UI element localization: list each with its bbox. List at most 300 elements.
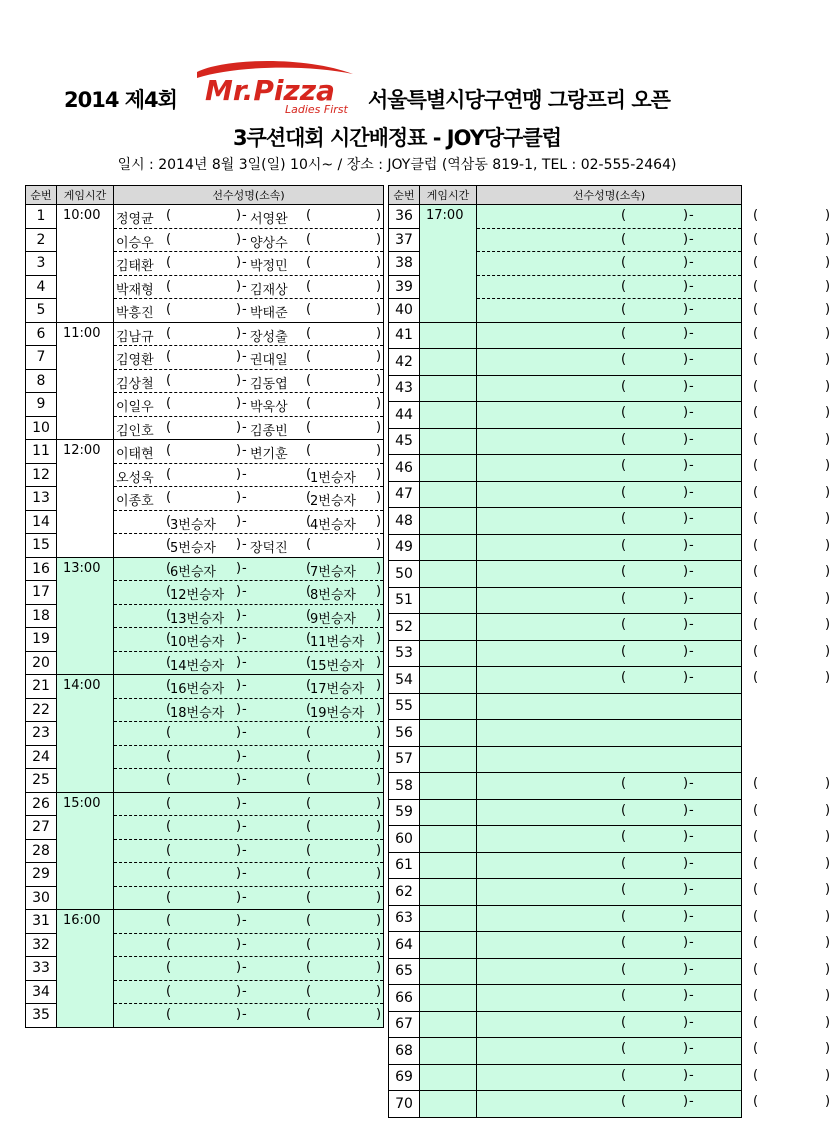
match-dash: - xyxy=(242,560,247,576)
table-row xyxy=(389,746,742,773)
match-paren-close-a: ) xyxy=(683,855,689,871)
game-time xyxy=(420,322,477,349)
match-paren-close-a: ) xyxy=(683,882,689,897)
game-time xyxy=(420,1064,477,1091)
match-paren-open-a: ( xyxy=(621,855,627,871)
table-row xyxy=(389,587,742,614)
match-dash: - xyxy=(689,988,694,1003)
match-paren-open-a: ( xyxy=(166,842,172,858)
match-paren-open-b: ( xyxy=(753,776,759,791)
match-paren-open-a: ( xyxy=(621,405,627,420)
match-paren-close-a: ) xyxy=(683,935,689,950)
game-time xyxy=(420,932,477,959)
match-paren-open-b: ( xyxy=(753,378,759,394)
row-number: 63 xyxy=(389,905,420,932)
game-time xyxy=(420,799,477,826)
row-number: 24 xyxy=(26,745,57,769)
row-number: 23 xyxy=(26,722,57,746)
match-cell xyxy=(114,675,384,699)
match-player-a: 김남규 xyxy=(116,329,154,345)
match-paren-close-a: ) xyxy=(236,913,242,928)
match-paren-open-a: ( xyxy=(166,560,172,576)
match-cell xyxy=(114,745,384,769)
match-dash: - xyxy=(689,935,694,950)
table-row xyxy=(389,958,742,985)
match-paren-open-a: ( xyxy=(621,829,627,844)
match-paren-close-b: ) xyxy=(825,378,830,394)
match-cell xyxy=(114,440,384,464)
match-dash: - xyxy=(689,1014,694,1030)
match-source-b: 1번승자 xyxy=(310,470,356,486)
match-paren-open-a: ( xyxy=(166,372,172,388)
match-paren-close-b: ) xyxy=(376,255,382,270)
match-cell xyxy=(114,346,384,370)
match-cell xyxy=(477,985,830,1012)
match-dash: - xyxy=(689,908,694,924)
match-player-a: 오성욱 xyxy=(116,470,154,486)
match-dash: - xyxy=(689,1067,694,1083)
match-paren-open-b: ( xyxy=(753,564,759,579)
match-cell xyxy=(114,487,384,511)
match-cell xyxy=(477,1064,830,1091)
match-cell xyxy=(477,534,830,561)
match-cell xyxy=(477,799,830,826)
match-paren-open-b: ( xyxy=(306,819,312,834)
match-paren-close-a: ) xyxy=(236,513,242,529)
title-line xyxy=(0,60,794,116)
row-number: 47 xyxy=(389,481,420,508)
match-cell xyxy=(477,614,830,641)
match-paren-close-a: ) xyxy=(683,511,689,526)
match-cell xyxy=(477,402,830,429)
match-dash: - xyxy=(689,302,694,317)
match-cell xyxy=(477,428,830,455)
match-paren-close-b: ) xyxy=(376,701,382,717)
table-row xyxy=(389,1038,742,1065)
match-paren-close-a: ) xyxy=(236,372,242,388)
match-paren-open-a: ( xyxy=(166,748,172,764)
match-cell xyxy=(477,275,830,299)
match-paren-open-a: ( xyxy=(621,882,627,897)
match-cell xyxy=(114,839,384,863)
match-paren-close-a: ) xyxy=(236,795,242,811)
table-row xyxy=(389,508,742,535)
row-number: 5 xyxy=(26,299,57,323)
match-cell xyxy=(477,667,830,694)
row-number: 40 xyxy=(389,299,420,323)
match-paren-close-a: ) xyxy=(236,701,242,717)
game-time xyxy=(420,1091,477,1118)
game-time xyxy=(420,534,477,561)
match-dash: - xyxy=(689,776,694,791)
match-paren-close-b: ) xyxy=(825,855,830,871)
match-paren-close-a: ) xyxy=(683,208,689,223)
match-cell xyxy=(477,1038,830,1065)
row-number: 1 xyxy=(26,205,57,229)
match-cell xyxy=(477,299,830,323)
match-dash: - xyxy=(689,255,694,270)
match-paren-close-b: ) xyxy=(376,983,382,999)
table-row xyxy=(389,428,742,455)
match-paren-close-a: ) xyxy=(683,278,689,294)
match-cell xyxy=(114,651,384,675)
game-time: 14:00 xyxy=(57,675,114,793)
match-paren-close-b: ) xyxy=(376,842,382,858)
match-paren-open-a: ( xyxy=(166,302,172,317)
match-cell xyxy=(477,375,830,402)
game-time: 15:00 xyxy=(57,792,114,910)
match-player-a: 이태현 xyxy=(116,447,154,462)
table-row xyxy=(389,985,742,1012)
match-cell xyxy=(114,722,384,746)
match-player-b: 장덕진 xyxy=(250,541,288,556)
match-cell xyxy=(477,508,830,535)
row-number: 7 xyxy=(26,346,57,370)
match-paren-close-a: ) xyxy=(683,617,689,632)
match-dash: - xyxy=(689,802,694,818)
match-player-b: 박정민 xyxy=(250,259,288,274)
row-number: 70 xyxy=(389,1091,420,1118)
match-paren-close-a: ) xyxy=(236,560,242,576)
table-row xyxy=(389,205,742,229)
match-paren-open-b: ( xyxy=(753,352,759,367)
match-paren-close-b: ) xyxy=(376,654,382,670)
match-paren-open-b: ( xyxy=(753,617,759,632)
table-row xyxy=(389,773,742,800)
match-dash: - xyxy=(242,513,247,529)
row-number: 8 xyxy=(26,369,57,393)
match-paren-open-a: ( xyxy=(166,466,172,482)
match-cell xyxy=(114,863,384,887)
match-paren-open-a: ( xyxy=(621,776,627,791)
match-cell xyxy=(114,463,384,487)
match-paren-close-b: ) xyxy=(825,643,830,659)
match-paren-open-b: ( xyxy=(753,1094,759,1109)
game-time xyxy=(420,852,477,879)
match-paren-close-a: ) xyxy=(683,643,689,659)
row-number: 27 xyxy=(26,816,57,840)
match-paren-close-a: ) xyxy=(236,889,242,905)
match-paren-open-b: ( xyxy=(753,1014,759,1030)
match-player-a: 김영환 xyxy=(116,353,154,368)
game-time xyxy=(420,1038,477,1065)
game-time xyxy=(420,879,477,906)
row-number: 20 xyxy=(26,651,57,675)
match-paren-open-a: ( xyxy=(621,208,627,223)
match-cell xyxy=(114,581,384,605)
table-row xyxy=(389,1011,742,1038)
match-cell xyxy=(114,980,384,1004)
match-dash: - xyxy=(242,842,247,858)
table-header xyxy=(26,186,384,205)
match-player-b: 박욱상 xyxy=(250,400,288,415)
match-paren-close-b: ) xyxy=(825,1014,830,1030)
match-paren-open-a: ( xyxy=(621,378,627,394)
match-dash: - xyxy=(242,372,247,388)
match-paren-close-a: ) xyxy=(236,936,242,952)
match-paren-close-a: ) xyxy=(683,988,689,1003)
match-paren-open-a: ( xyxy=(166,607,172,623)
match-paren-close-b: ) xyxy=(825,670,830,685)
match-player-a: 이종호 xyxy=(116,494,154,509)
match-paren-open-a: ( xyxy=(166,537,172,552)
match-cell xyxy=(114,393,384,417)
match-paren-open-b: ( xyxy=(306,889,312,905)
match-paren-close-b: ) xyxy=(376,208,382,223)
match-paren-close-b: ) xyxy=(825,802,830,818)
match-dash: - xyxy=(689,405,694,420)
match-paren-open-b: ( xyxy=(753,882,759,897)
match-paren-open-b: ( xyxy=(753,278,759,294)
logo-text: Mr.Pizza xyxy=(205,74,335,107)
match-paren-close-a: ) xyxy=(236,983,242,999)
match-paren-close-a: ) xyxy=(236,654,242,670)
row-number: 32 xyxy=(26,933,57,957)
match-paren-open-a: ( xyxy=(621,935,627,950)
match-cell xyxy=(477,455,830,482)
row-number: 46 xyxy=(389,455,420,482)
match-paren-close-a: ) xyxy=(236,819,242,834)
match-paren-close-b: ) xyxy=(825,1041,830,1056)
match-paren-open-a: ( xyxy=(621,670,627,685)
game-time xyxy=(420,349,477,376)
row-number: 22 xyxy=(26,698,57,722)
match-paren-open-b: ( xyxy=(753,670,759,685)
match-paren-close-a: ) xyxy=(683,908,689,924)
match-paren-open-a: ( xyxy=(166,795,172,811)
match-player-b: 김재상 xyxy=(250,282,288,298)
match-player-a: 김상철 xyxy=(116,376,154,392)
match-paren-open-a: ( xyxy=(166,1007,172,1022)
match-dash: - xyxy=(689,617,694,632)
match-paren-open-a: ( xyxy=(621,908,627,924)
match-paren-open-b: ( xyxy=(753,231,759,247)
match-paren-open-a: ( xyxy=(166,255,172,270)
match-paren-close-b: ) xyxy=(825,231,830,247)
match-source-b: 17번승자 xyxy=(310,682,365,697)
row-number: 66 xyxy=(389,985,420,1012)
match-paren-open-b: ( xyxy=(753,829,759,844)
match-paren-close-a: ) xyxy=(236,443,242,458)
match-paren-close-b: ) xyxy=(825,255,830,270)
match-paren-open-a: ( xyxy=(166,725,172,740)
match-source-b: 19번승자 xyxy=(310,705,365,721)
match-dash: - xyxy=(689,231,694,247)
match-player-a: 박흥진 xyxy=(116,306,154,321)
row-number: 57 xyxy=(389,746,420,773)
row-number: 6 xyxy=(26,322,57,346)
match-paren-close-b: ) xyxy=(825,935,830,950)
match-paren-open-a: ( xyxy=(166,349,172,364)
row-number: 50 xyxy=(389,561,420,588)
match-paren-open-b: ( xyxy=(753,484,759,500)
match-paren-open-a: ( xyxy=(166,513,172,529)
match-paren-open-b: ( xyxy=(753,590,759,606)
match-dash: - xyxy=(689,1094,694,1109)
table-row xyxy=(26,440,384,464)
match-paren-open-b: ( xyxy=(753,855,759,871)
match-paren-close-b: ) xyxy=(376,748,382,764)
match-paren-open-b: ( xyxy=(306,654,312,670)
match-cell xyxy=(477,958,830,985)
row-number: 58 xyxy=(389,773,420,800)
match-paren-open-b: ( xyxy=(306,513,312,529)
match-cell xyxy=(114,957,384,981)
match-dash: - xyxy=(689,431,694,447)
match-paren-open-b: ( xyxy=(306,1007,312,1022)
match-paren-close-a: ) xyxy=(236,325,242,341)
match-paren-open-a: ( xyxy=(621,643,627,659)
match-cell xyxy=(477,481,830,508)
match-paren-close-a: ) xyxy=(683,378,689,394)
match-player-b: 김종빈 xyxy=(250,423,288,439)
table-row xyxy=(389,905,742,932)
match-paren-close-a: ) xyxy=(683,829,689,844)
match-player-a: 김태환 xyxy=(116,259,154,274)
match-paren-open-a: ( xyxy=(166,983,172,999)
match-paren-open-b: ( xyxy=(753,302,759,317)
match-paren-close-b: ) xyxy=(376,513,382,529)
match-paren-close-a: ) xyxy=(236,255,242,270)
game-time xyxy=(420,402,477,429)
match-cell xyxy=(477,561,830,588)
col-time-header: 게임시간 xyxy=(420,186,477,205)
row-number: 42 xyxy=(389,349,420,376)
table-row xyxy=(389,826,742,853)
match-paren-open-a: ( xyxy=(621,537,627,553)
table-row xyxy=(389,614,742,641)
match-cell xyxy=(114,275,384,299)
match-paren-close-a: ) xyxy=(683,1041,689,1056)
match-paren-open-a: ( xyxy=(621,802,627,818)
row-number: 45 xyxy=(389,428,420,455)
match-dash: - xyxy=(689,670,694,685)
row-number: 43 xyxy=(389,375,420,402)
table-row xyxy=(26,792,384,816)
logo-sub: Ladies First xyxy=(285,103,348,116)
row-number: 34 xyxy=(26,980,57,1004)
match-dash: - xyxy=(242,443,247,458)
table-row xyxy=(389,720,742,747)
col-no-header: 순번 xyxy=(389,186,420,205)
match-cell xyxy=(114,604,384,628)
match-paren-close-b: ) xyxy=(825,325,830,341)
match-cell xyxy=(114,369,384,393)
match-cell xyxy=(477,932,830,959)
match-paren-open-b: ( xyxy=(753,802,759,818)
match-dash: - xyxy=(689,882,694,897)
match-dash: - xyxy=(242,725,247,740)
match-cell xyxy=(114,816,384,840)
match-paren-open-b: ( xyxy=(306,325,312,341)
row-number: 30 xyxy=(26,886,57,910)
match-paren-open-b: ( xyxy=(306,960,312,975)
table-row xyxy=(389,693,742,720)
match-paren-open-a: ( xyxy=(166,396,172,411)
row-number: 54 xyxy=(389,667,420,694)
match-dash: - xyxy=(689,484,694,500)
match-player-b: 박태준 xyxy=(250,306,288,321)
row-number: 14 xyxy=(26,510,57,534)
match-player-b: 김동엽 xyxy=(250,376,288,392)
game-time xyxy=(420,1011,477,1038)
table-row xyxy=(389,455,742,482)
match-paren-open-a: ( xyxy=(621,1014,627,1030)
match-paren-close-a: ) xyxy=(683,670,689,685)
match-dash: - xyxy=(242,772,247,787)
row-number: 2 xyxy=(26,228,57,252)
row-number: 53 xyxy=(389,640,420,667)
match-dash: - xyxy=(689,278,694,294)
match-dash: - xyxy=(242,631,247,646)
year-round: 2014 제4회 xyxy=(64,88,177,112)
match-cell xyxy=(477,746,742,773)
match-cell xyxy=(114,510,384,534)
match-source-a: 12번승자 xyxy=(170,588,225,603)
game-time xyxy=(420,773,477,800)
match-paren-close-a: ) xyxy=(683,537,689,553)
match-paren-open-b: ( xyxy=(306,842,312,858)
game-time xyxy=(420,481,477,508)
match-cell xyxy=(114,910,384,934)
match-paren-close-a: ) xyxy=(683,302,689,317)
table-row xyxy=(389,561,742,588)
organizer: 서울특별시당구연맹 그랑프리 오픈 xyxy=(368,88,670,112)
match-paren-open-a: ( xyxy=(621,484,627,500)
match-paren-open-a: ( xyxy=(621,352,627,367)
row-number: 17 xyxy=(26,581,57,605)
table-row xyxy=(389,481,742,508)
match-paren-open-a: ( xyxy=(621,590,627,606)
game-time xyxy=(420,614,477,641)
match-paren-close-b: ) xyxy=(825,278,830,294)
match-paren-close-b: ) xyxy=(376,325,382,341)
match-dash: - xyxy=(242,278,247,294)
match-dash: - xyxy=(242,490,247,505)
table-row xyxy=(389,1091,742,1118)
match-source-a: 3번승자 xyxy=(170,517,216,533)
match-paren-close-a: ) xyxy=(236,419,242,435)
row-number: 21 xyxy=(26,675,57,699)
match-paren-close-b: ) xyxy=(376,231,382,247)
match-paren-open-b: ( xyxy=(306,560,312,576)
game-time xyxy=(420,508,477,535)
match-cell xyxy=(477,693,742,720)
table-row xyxy=(389,375,742,402)
match-paren-open-a: ( xyxy=(166,278,172,294)
table-row xyxy=(389,640,742,667)
match-paren-close-a: ) xyxy=(683,961,689,977)
match-cell xyxy=(477,720,742,747)
match-paren-open-b: ( xyxy=(306,537,312,552)
match-paren-open-a: ( xyxy=(621,511,627,526)
match-paren-open-b: ( xyxy=(753,405,759,420)
match-paren-close-a: ) xyxy=(236,584,242,599)
match-paren-close-a: ) xyxy=(236,466,242,482)
match-cell xyxy=(114,557,384,581)
match-paren-open-a: ( xyxy=(166,419,172,435)
match-paren-open-b: ( xyxy=(306,490,312,505)
match-paren-open-a: ( xyxy=(166,208,172,223)
match-source-a: 14번승자 xyxy=(170,658,225,674)
schedule-table-right xyxy=(388,185,830,1118)
match-paren-close-b: ) xyxy=(825,484,830,500)
match-paren-close-b: ) xyxy=(376,772,382,787)
table-row xyxy=(389,879,742,906)
match-cell xyxy=(114,698,384,722)
match-paren-open-a: ( xyxy=(621,278,627,294)
match-paren-open-b: ( xyxy=(306,795,312,811)
